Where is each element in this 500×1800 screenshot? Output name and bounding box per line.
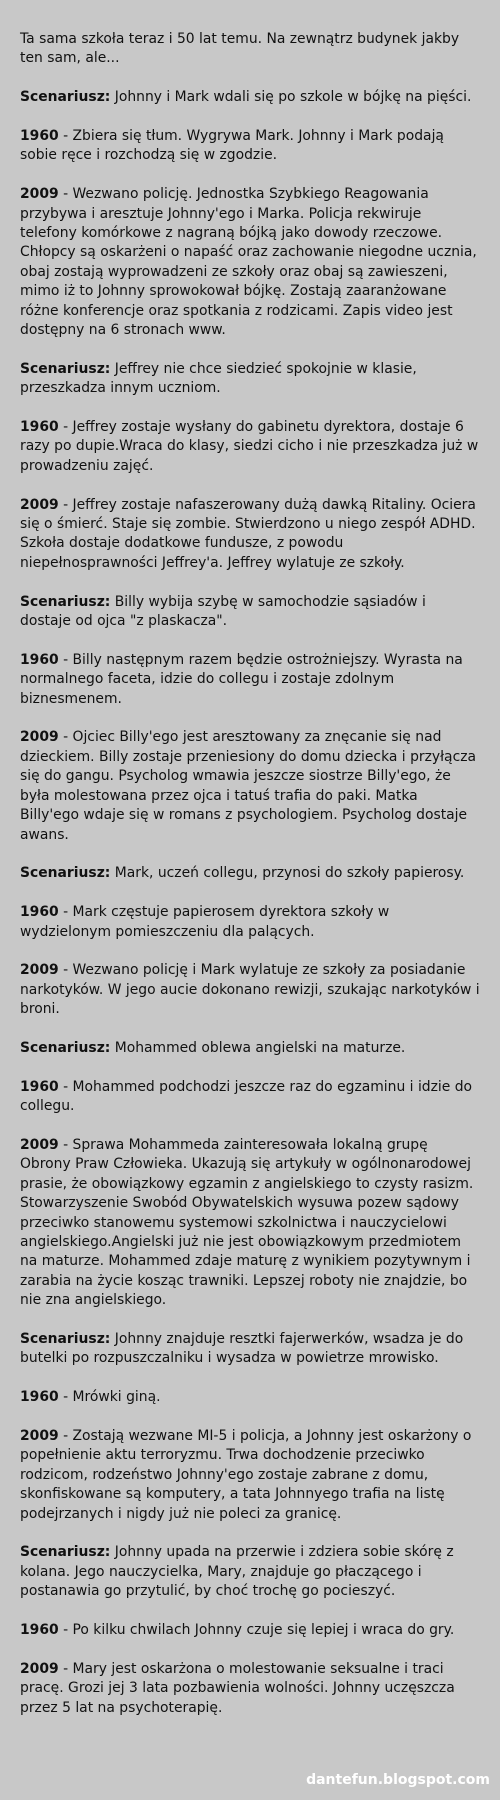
paragraph-text: Mark, uczeń collegu, przynosi do szkoły papierosy. bbox=[110, 865, 465, 882]
year-paragraph bbox=[20, 728, 480, 844]
year-paragraph bbox=[20, 185, 480, 340]
paragraph-label: 1960 bbox=[20, 1389, 59, 1406]
year-paragraph bbox=[20, 1660, 480, 1718]
paragraph-text: - Zostają wezwane MI-5 i policja, a Johnny jest oskarżony o popełnienie aktu terroryzmu. Trwa dochodzenie przeciwko rodzicom, rodzeństwo Johnny'ego zostaje zabrane z domu, skonfiskowane są komputery, a tata Johnnyego trafia na listę podejrzanych i nigdy już nie poleci za granicę. bbox=[20, 1427, 472, 1522]
year-paragraph bbox=[20, 496, 480, 574]
paragraph-text: Jeffrey nie chce siedzieć spokojnie w klasie, przeszkadza innym uczniom. bbox=[20, 360, 417, 397]
paragraph-text: Billy wybija szybę w samochodzie sąsiadów i dostaje od ojca "z plaskacza". bbox=[20, 593, 426, 630]
paragraph-label: Scenariusz: bbox=[20, 593, 111, 610]
intro-paragraph: Ta sama szkoła teraz i 50 lat temu. Na zewnątrz budynek jakby ten sam, ale... bbox=[20, 31, 460, 67]
paragraph-text: - Po kilku chwilach Johnny czuje się lepiej i wraca do gry. bbox=[58, 1622, 455, 1638]
year-paragraph bbox=[20, 651, 480, 709]
paragraph-label: 1960 bbox=[20, 1622, 59, 1638]
watermark: dantefun.blogspot.com bbox=[306, 1772, 490, 1788]
year-paragraph bbox=[20, 1136, 480, 1311]
paragraph-label: 2009 bbox=[20, 962, 59, 979]
year-paragraph bbox=[20, 1427, 480, 1524]
paragraph-text: - Jeffrey zostaje wysłany do gabinetu dyrektora, dostaje 6 razy po dupie.Wraca do klasy, siedzi cicho i nie przeszkadza już w prowadzeniu zajęć. bbox=[20, 419, 479, 474]
article-text bbox=[20, 30, 480, 1737]
paragraph-label: 1960 bbox=[20, 651, 59, 668]
paragraph-label: 2009 bbox=[20, 1136, 59, 1153]
paragraph-text: Johnny znajduje resztki fajerwerków, wsadza je do butelki po rozpuszczalniku i wysadza w powietrze mrowisko. bbox=[20, 1330, 464, 1367]
paragraph-label: 2009 bbox=[20, 729, 59, 746]
year-paragraph bbox=[20, 1621, 480, 1640]
year-paragraph bbox=[20, 127, 480, 166]
paragraph-text: - Mohammed podchodzi jeszcze raz do egzaminu i idzie do collegu. bbox=[20, 1078, 473, 1115]
paragraph-label: 2009 bbox=[20, 1427, 59, 1444]
year-paragraph bbox=[20, 1078, 480, 1117]
paragraph-label: Scenariusz: bbox=[20, 1039, 111, 1056]
paragraph-text: - Wezwano policję i Mark wylatuje ze szkoły za posiadanie narkotyków. W jego aucie dokonano rewizji, szukając narkotyków i broni. bbox=[20, 962, 480, 1018]
paragraph-text: Johnny i Mark wdali się po szkole w bójkę na pięści. bbox=[110, 89, 472, 106]
scenario-paragraph bbox=[20, 1543, 480, 1601]
paragraph-text: - Billy następnym razem będzie ostrożniejszy. Wyrasta na normalnego faceta, idzie do collegu i zostaje zdolnym biznesmenem. bbox=[20, 651, 463, 707]
paragraph-label: Scenariusz: bbox=[20, 865, 111, 882]
paragraph-text: - Wezwano policję. Jednostka Szybkiego Reagowania przybywa i aresztuje Johnny'ego i Marka. Policja rekwiruje telefony komórkowe z nagraną bójką jako dowody rzeczowe. Chłopcy są oskarżeni o napaść oraz zachowanie niegodne ucznia, obaj zostają wyprowadzeni ze szkoły oraz obaj są zawieszeni, mimo iż to Johnny sprowokował bójkę. Zostają zaaranżowane różne konferencje oraz spotkania z rodzicami. Zapis video jest dostępny na 6 stronach www. bbox=[20, 186, 477, 339]
paragraph-label: 2009 bbox=[20, 496, 59, 513]
paragraph-label: 2009 bbox=[20, 186, 59, 203]
year-paragraph bbox=[20, 1388, 480, 1407]
year-paragraph bbox=[20, 903, 480, 942]
year-paragraph bbox=[20, 418, 480, 476]
paragraph-text: - Mrówki giną. bbox=[58, 1389, 161, 1406]
paragraph-label: Scenariusz: bbox=[20, 89, 111, 106]
paragraph-label: 1960 bbox=[20, 904, 59, 921]
scenario-list bbox=[20, 88, 480, 1718]
scenario-paragraph bbox=[20, 88, 480, 107]
paragraph-label: Scenariusz: bbox=[20, 360, 111, 377]
paragraph-text: - Sprawa Mohammeda zainteresowała lokalną grupę Obrony Praw Człowieka. Ukazują się artykuły w ogólnonarodowej prasie, że obowiązkowy egzamin z angielskiego to czysty rasizm. Stowarzyszenie Swobód Obywatelskich wysuwa pozew sądowy przeciwko stanowemu systemowi szkolnictwa i nauczycielowi angielskiego.Angielski już nie jest obowiązkowym przedmiotem na maturze. Mohammed zdaje maturę z wynikiem pozytywnym i zarabia na życie kosząc trawniki. Lepszej roboty nie znajdzie, bo nie zna angielskiego. bbox=[20, 1136, 474, 1309]
paragraph-text: - Ojciec Billy'ego jest aresztowany za znęcanie się nad dzieckiem. Billy zostaje przeniesiony do domu dziecka i przyłącza się do gangu. Psycholog wmawia jeszcze siostrze Billy'ego, że była molestowana przez ojca i tatuś trafia do paki. Matka Billy'ego wdaje się w romans z psychologiem. Psycholog dostaje awans. bbox=[20, 729, 477, 843]
paragraph-text: - Mark częstuje papierosem dyrektora szkoły w wydzielonym pomieszczeniu dla palących. bbox=[20, 904, 390, 940]
scenario-paragraph bbox=[20, 864, 480, 883]
paragraph-label: Scenariusz: bbox=[20, 1330, 111, 1347]
paragraph-label: Scenariusz: bbox=[20, 1544, 111, 1561]
year-paragraph bbox=[20, 961, 480, 1019]
paragraph-text: Johnny upada na przerwie i zdziera sobie skórę z kolana. Jego nauczycielka, Mary, znajduje go płaczącego i postanawia go przytulić, by choć trochę go pocieszyć. bbox=[20, 1544, 454, 1600]
paragraph-label: 1960 bbox=[20, 128, 59, 144]
paragraph-label: 2009 bbox=[20, 1660, 59, 1677]
paragraph-text: - Mary jest oskarżona o molestowanie seksualne i traci pracę. Grozi jej 3 lata pozbawienia wolności. Johnny uczęszcza przez 5 lat na psychoterapię. bbox=[20, 1660, 455, 1716]
scenario-paragraph bbox=[20, 1039, 480, 1058]
scenario-paragraph bbox=[20, 360, 480, 399]
paragraph-text: - Zbiera się tłum. Wygrywa Mark. Johnny i Mark podają sobie ręce i rozchodzą się w zgodzie. bbox=[20, 128, 444, 164]
paragraph-label: 1960 bbox=[20, 419, 59, 436]
paragraph-label: 1960 bbox=[20, 1078, 59, 1095]
scenario-paragraph bbox=[20, 1330, 480, 1369]
paragraph-text: - Jeffrey zostaje nafaszerowany dużą dawką Ritaliny. Ociera się o śmierć. Staje się zombie. Stwierdzono u niego zespół ADHD. Szkoła dostaje dodatkowe fundusze, z powodu niepełnosprawności Jeffrey'a. Jeffrey wylatuje ze szkoły. bbox=[20, 496, 476, 571]
paragraph-text: Mohammed oblewa angielski na maturze. bbox=[110, 1039, 406, 1056]
scenario-paragraph bbox=[20, 593, 480, 632]
